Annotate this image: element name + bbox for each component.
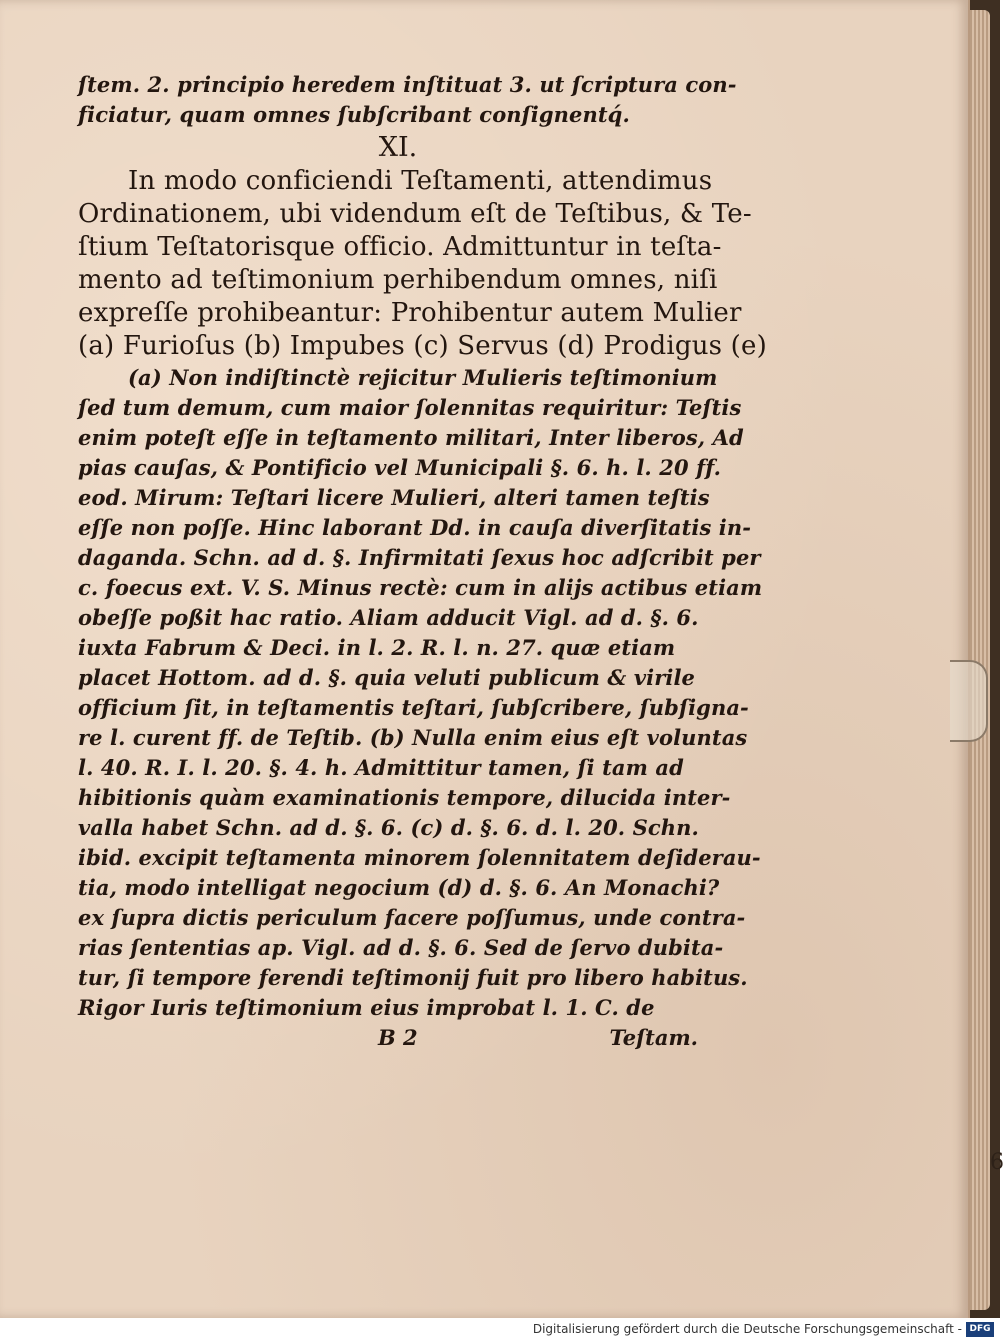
note-line: tia, modo intelligat negocium (d) d. §. 6. An Monachi? <box>78 875 720 900</box>
text-line: ſtem. 2. principio heredem inſtituat 3. ut ſcriptura con- <box>78 72 737 97</box>
note-line: iuxta Fabrum & Deci. in l. 2. R. l. n. 27. quæ etiam <box>78 635 676 660</box>
note-line: eſſe non poſſe. Hinc laborant Dd. in cauſa diverſitatis in- <box>78 515 752 540</box>
signature-mark: B 2 <box>378 1025 418 1050</box>
note-line: pias cauſas, & Pontificio vel Municipali §. 6. h. l. 20 ff. <box>78 455 722 480</box>
credit-text: Digitalisierung gefördert durch die Deutsche Forschungsgemeinschaft - <box>532 1322 962 1336</box>
note-line: daganda. Schn. ad d. §. Infirmitati ſexus hoc adſcribit per <box>78 545 761 570</box>
body-line: (a) Furioſus (b) Impubes (c) Servus (d) Prodigus (e) <box>78 331 767 361</box>
note-line: l. 40. R. I. l. 20. §. 4. h. Admittitur tamen, ſi tam ad <box>78 755 684 780</box>
note-line: ex ſupra dictis periculum facere poſſumus, unde contra- <box>78 905 746 930</box>
body-line: mento ad teſtimonium perhibendum omnes, niſi <box>78 265 718 295</box>
body-line: In modo conficiendi Teſtamenti, attendimus <box>128 166 713 196</box>
page-tab-marker <box>950 660 988 742</box>
note-line: enim poteſt eſſe in teſtamento militari, Inter liberos, Ad <box>78 425 744 450</box>
section-heading: XI. <box>378 132 418 163</box>
edge-digit: 6 <box>990 1150 1004 1175</box>
text-line: ficiatur, quam omnes ſubſcribant conſignentq́. <box>78 102 630 127</box>
note-line: (a) Non indiſtinctè rejicitur Mulieris teſtimonium <box>128 365 718 390</box>
body-line: Ordinationem, ubi videndum eſt de Teſtibus, & Te- <box>78 199 752 229</box>
note-line: ſed tum demum, cum maior ſolennitas requiritur: Teſtis <box>78 395 742 420</box>
note-line: eod. Mirum: Teſtari licere Mulieri, alteri tamen teſtis <box>78 485 710 510</box>
note-line: hibitionis quàm examinationis tempore, dilucida inter- <box>78 785 731 810</box>
note-line: Rigor Iuris teſtimonium eius improbat l. 1. C. de <box>78 995 655 1020</box>
body-line: expreſſe prohibeantur: Prohibentur autem Mulier <box>78 298 742 328</box>
note-line: rias ſententias ap. Vigl. ad d. §. 6. Sed de ſervo dubita- <box>78 935 724 960</box>
note-line: re l. curent ff. de Teſtib. (b) Nulla enim eius eſt voluntas <box>78 725 748 750</box>
note-line: obeſſe poßit hac ratio. Aliam adducit Vigl. ad d. §. 6. <box>78 605 699 630</box>
note-line: officium ſit, in teſtamentis teſtari, ſubſcribere, ſubſigna- <box>78 695 749 720</box>
note-line: ibid. excipit teſtamenta minorem ſolennitatem deſiderau- <box>78 845 761 870</box>
note-line: c. foecus ext. V. S. Minus rectè: cum in alijs actibus etiam <box>78 575 763 600</box>
page-footer <box>78 1025 718 1055</box>
catchword: Teſtam. <box>609 1025 698 1050</box>
page-text <box>78 70 767 1055</box>
note-line: placet Hottom. ad d. §. quia veluti publicum & virile <box>78 665 695 690</box>
dfg-logo-icon: DFG <box>966 1322 994 1337</box>
body-line: ſtium Teſtatorisque officio. Admittuntur in teſta- <box>78 232 722 262</box>
digitization-credit-bar <box>0 1318 1000 1343</box>
note-line: valla habet Schn. ad d. §. 6. (c) d. §. 6. d. l. 20. Schn. <box>78 815 699 840</box>
note-line: tur, ſi tempore ferendi teſtimonij fuit pro libero habitus. <box>78 965 748 990</box>
